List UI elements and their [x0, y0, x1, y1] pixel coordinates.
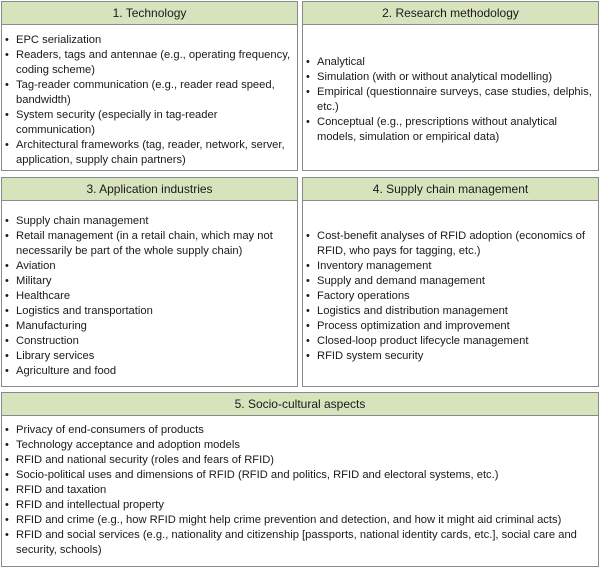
bullet-icon: • — [306, 260, 310, 272]
bullet-icon: • — [306, 56, 310, 68]
list-item-text: Tag-reader communication (e.g., reader read speed, bandwidth) — [16, 79, 275, 106]
bullet-icon: • — [5, 320, 9, 332]
list-item — [2, 513, 598, 528]
item-list — [2, 423, 598, 558]
list-item-text: RFID and taxation — [16, 484, 107, 496]
bullet-icon: • — [5, 484, 9, 496]
list-item — [2, 108, 297, 138]
bullet-icon: • — [306, 290, 310, 302]
panel-research-methodology — [302, 1, 599, 171]
bullet-icon: • — [5, 79, 9, 91]
list-item — [303, 319, 598, 334]
list-item-text: Retail management (in a retail chain, which may not necessarily be part of the whole supply chain) — [16, 230, 273, 257]
list-item-text: Technology acceptance and adoption models — [16, 439, 240, 451]
list-item-text: Analytical — [317, 56, 365, 68]
list-item — [2, 498, 598, 513]
list-item-text: Privacy of end-consumers of products — [16, 424, 204, 436]
list-item — [2, 349, 297, 364]
bullet-icon: • — [5, 290, 9, 302]
bullet-icon: • — [5, 215, 9, 227]
list-item — [2, 304, 297, 319]
bullet-icon: • — [5, 454, 9, 466]
list-item — [2, 483, 598, 498]
bullet-icon: • — [5, 305, 9, 317]
list-item — [2, 214, 297, 229]
list-item-text: Closed-loop product lifecycle management — [317, 335, 529, 347]
bullet-icon: • — [5, 260, 9, 272]
bullet-icon: • — [5, 34, 9, 46]
bullet-icon: • — [5, 365, 9, 377]
panel-technology — [1, 1, 298, 171]
bullet-icon: • — [306, 335, 310, 347]
bullet-icon: • — [306, 116, 310, 128]
panel-socio-cultural-aspects — [1, 392, 599, 567]
list-item — [2, 319, 297, 334]
panel-title: 4. Supply chain management — [303, 178, 598, 201]
panel-title: 1. Technology — [2, 2, 297, 25]
list-item-text: Healthcare — [16, 290, 71, 302]
list-item — [2, 229, 297, 259]
list-item — [2, 78, 297, 108]
list-item — [2, 48, 297, 78]
list-item-text: EPC serialization — [16, 34, 102, 46]
list-item — [2, 453, 598, 468]
bullet-icon: • — [306, 230, 310, 242]
list-item-text: System security (especially in tag-reader communication) — [16, 109, 218, 136]
item-list — [303, 55, 598, 145]
list-item-text: Construction — [16, 335, 79, 347]
panel-title: 2. Research methodology — [303, 2, 598, 25]
list-item-text: RFID and social services (e.g., nationality and citizenship [passports, national identity cards, etc.], social care and security, schools) — [16, 529, 577, 556]
list-item-text: Aviation — [16, 260, 56, 272]
list-item — [2, 138, 297, 168]
list-item — [303, 85, 598, 115]
list-item — [303, 349, 598, 364]
list-item-text: Military — [16, 275, 52, 287]
list-item-text: RFID system security — [317, 350, 424, 362]
bullet-icon: • — [5, 469, 9, 481]
list-item-text: Supply and demand management — [317, 275, 485, 287]
list-item — [303, 274, 598, 289]
panel-supply-chain-management — [302, 177, 599, 387]
list-item — [303, 229, 598, 259]
list-item-text: Architectural frameworks (tag, reader, network, server, application, supply chain partners) — [16, 139, 285, 166]
list-item-text: Manufacturing — [16, 320, 87, 332]
bullet-icon: • — [306, 305, 310, 317]
list-item-text: Cost-benefit analyses of RFID adoption (economics of RFID, who pays for tagging, etc.) — [317, 230, 586, 257]
bullet-icon: • — [5, 139, 9, 151]
bullet-icon: • — [5, 230, 9, 242]
bullet-icon: • — [5, 109, 9, 121]
panel-title: 3. Application industries — [2, 178, 297, 201]
panel-title: 5. Socio-cultural aspects — [2, 393, 598, 416]
list-item-text: Readers, tags and antennae (e.g., operating frequency, coding scheme) — [16, 49, 291, 76]
list-item — [2, 259, 297, 274]
bullet-icon: • — [5, 49, 9, 61]
list-item-text: RFID and crime (e.g., how RFID might help crime prevention and detection, and how it might aid criminal acts) — [16, 514, 562, 526]
list-item — [2, 274, 297, 289]
list-item — [303, 70, 598, 85]
bullet-icon: • — [306, 86, 310, 98]
list-item — [303, 259, 598, 274]
list-item-text: Inventory management — [317, 260, 432, 272]
list-item — [303, 55, 598, 70]
list-item — [2, 289, 297, 304]
list-item-text: Library services — [16, 350, 95, 362]
list-item-text: Simulation (with or without analytical modelling) — [317, 71, 553, 83]
item-list — [303, 229, 598, 364]
list-item — [2, 423, 598, 438]
list-item-text: Process optimization and improvement — [317, 320, 510, 332]
list-item — [2, 364, 297, 379]
item-list — [2, 214, 297, 379]
bullet-icon: • — [306, 71, 310, 83]
list-item — [303, 334, 598, 349]
list-item — [2, 334, 297, 349]
list-item-text: Socio-political uses and dimensions of RFID (RFID and politics, RFID and electoral systems, etc.) — [16, 469, 499, 481]
bullet-icon: • — [5, 499, 9, 511]
list-item — [303, 115, 598, 145]
list-item-text: RFID and intellectual property — [16, 499, 164, 511]
list-item — [2, 528, 598, 558]
list-item — [303, 304, 598, 319]
list-item — [2, 438, 598, 453]
bullet-icon: • — [306, 320, 310, 332]
bullet-icon: • — [5, 424, 9, 436]
list-item-text: Empirical (questionnaire surveys, case studies, delphis, etc.) — [317, 86, 592, 113]
list-item-text: Factory operations — [317, 290, 410, 302]
bullet-icon: • — [5, 514, 9, 526]
list-item-text: Conceptual (e.g., prescriptions without analytical models, simulation or empirical data) — [317, 116, 558, 143]
list-item-text: RFID and national security (roles and fears of RFID) — [16, 454, 275, 466]
panel-application-industries — [1, 177, 298, 387]
list-item-text: Agriculture and food — [16, 365, 117, 377]
bullet-icon: • — [5, 350, 9, 362]
bullet-icon: • — [5, 335, 9, 347]
item-list — [2, 33, 297, 168]
bullet-icon: • — [5, 439, 9, 451]
list-item-text: Logistics and distribution management — [317, 305, 508, 317]
list-item — [2, 468, 598, 483]
list-item-text: Logistics and transportation — [16, 305, 153, 317]
list-item-text: Supply chain management — [16, 215, 149, 227]
bullet-icon: • — [5, 275, 9, 287]
list-item — [303, 289, 598, 304]
bullet-icon: • — [306, 275, 310, 287]
list-item — [2, 33, 297, 48]
bullet-icon: • — [306, 350, 310, 362]
bullet-icon: • — [5, 529, 9, 541]
